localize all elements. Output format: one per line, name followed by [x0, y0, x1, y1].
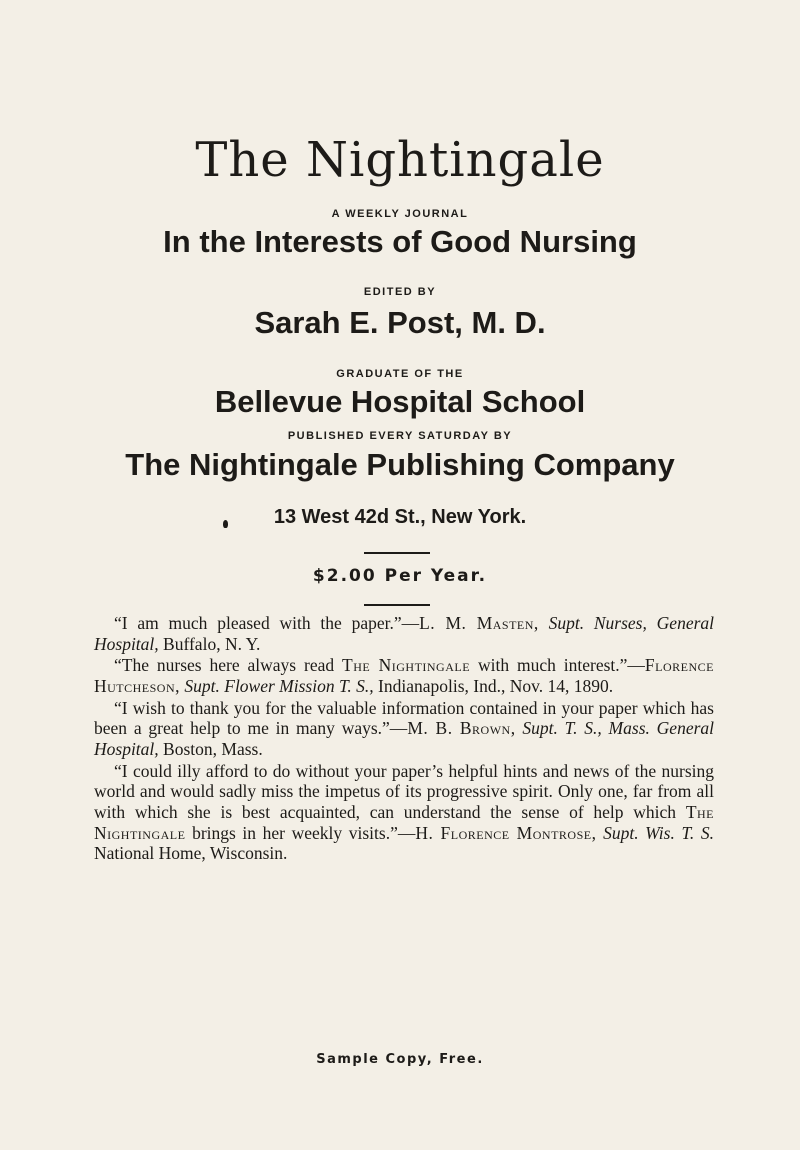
- testimonial-location: National Home, Wisconsin.: [94, 843, 288, 864]
- testimonial-location: Boston, Mass.: [163, 738, 263, 759]
- journal-title: The Nightingale: [195, 132, 605, 188]
- testimonial-quote: “I could illy afford to do without your paper’s helpful hints and news of the nursing world and would sadly miss the impetus of its progressive spirit. Only one, far from all with which she is best acquainted, can understand the sense of help which: [94, 760, 714, 822]
- journal-descriptor: A WEEKLY JOURNAL: [331, 208, 469, 220]
- testimonial-author: M. B. Brown,: [407, 718, 516, 739]
- edited-by-label: EDITED BY: [363, 286, 437, 298]
- testimonial-quote: with much interest.”—: [470, 655, 645, 676]
- testimonial: [94, 655, 714, 696]
- testimonial-quote: “I am much pleased with the paper.”—: [114, 613, 420, 633]
- testimonial-author: Florence Hutcheson,: [94, 655, 714, 696]
- testimonial-location: Buffalo, N. Y.: [163, 633, 261, 654]
- testimonial-author-title: Supt. T. S., Mass. General Hospital,: [94, 718, 715, 759]
- testimonial-author: L. M. Masten,: [419, 613, 539, 633]
- published-label: PUBLISHED EVERY SATURDAY BY: [287, 430, 513, 442]
- testimonial: [94, 698, 714, 760]
- testimonial-author: H. Florence Montrose,: [415, 822, 597, 843]
- testimonial-author-title: Supt. Wis. T. S.: [603, 822, 714, 843]
- graduate-label: GRADUATE OF THE: [336, 368, 464, 380]
- testimonial-quote: “The nurses here always read: [114, 655, 343, 676]
- publication-name: The Nightingale: [342, 655, 471, 676]
- testimonial-location: Indianapolis, Ind., Nov. 14, 1890.: [378, 675, 614, 696]
- testimonial-author-title: Supt. Nurses, General Hospital,: [94, 613, 715, 654]
- testimonial-quote: “I wish to thank you for the valuable information contained in your paper which has been a great help to me in many ways.”—: [94, 697, 714, 739]
- publisher-name: The Nightingale Publishing Company: [125, 447, 675, 482]
- price-rule-top: [364, 552, 430, 554]
- testimonial-quote: brings in her weekly visits.”—: [185, 822, 416, 843]
- testimonials: [94, 613, 714, 865]
- publisher-address: 13 West 42d St., New York.: [273, 506, 527, 528]
- school-name: Bellevue Hospital School: [214, 384, 586, 419]
- journal-subtitle: In the Interests of Good Nursing: [163, 224, 637, 259]
- ink-speck: [223, 520, 228, 528]
- subscription-price: $2.00 Per Year.: [312, 566, 488, 586]
- testimonial-author-title: Supt. Flower Mission T. S.,: [184, 675, 374, 696]
- sample-copy-note: Sample Copy, Free.: [316, 1052, 484, 1067]
- publication-name: The Nightingale: [94, 801, 714, 843]
- editor-name: Sarah E. Post, M. D.: [254, 305, 546, 340]
- testimonial: [94, 761, 714, 864]
- price-rule-bottom: [364, 604, 430, 606]
- testimonial: [94, 613, 714, 654]
